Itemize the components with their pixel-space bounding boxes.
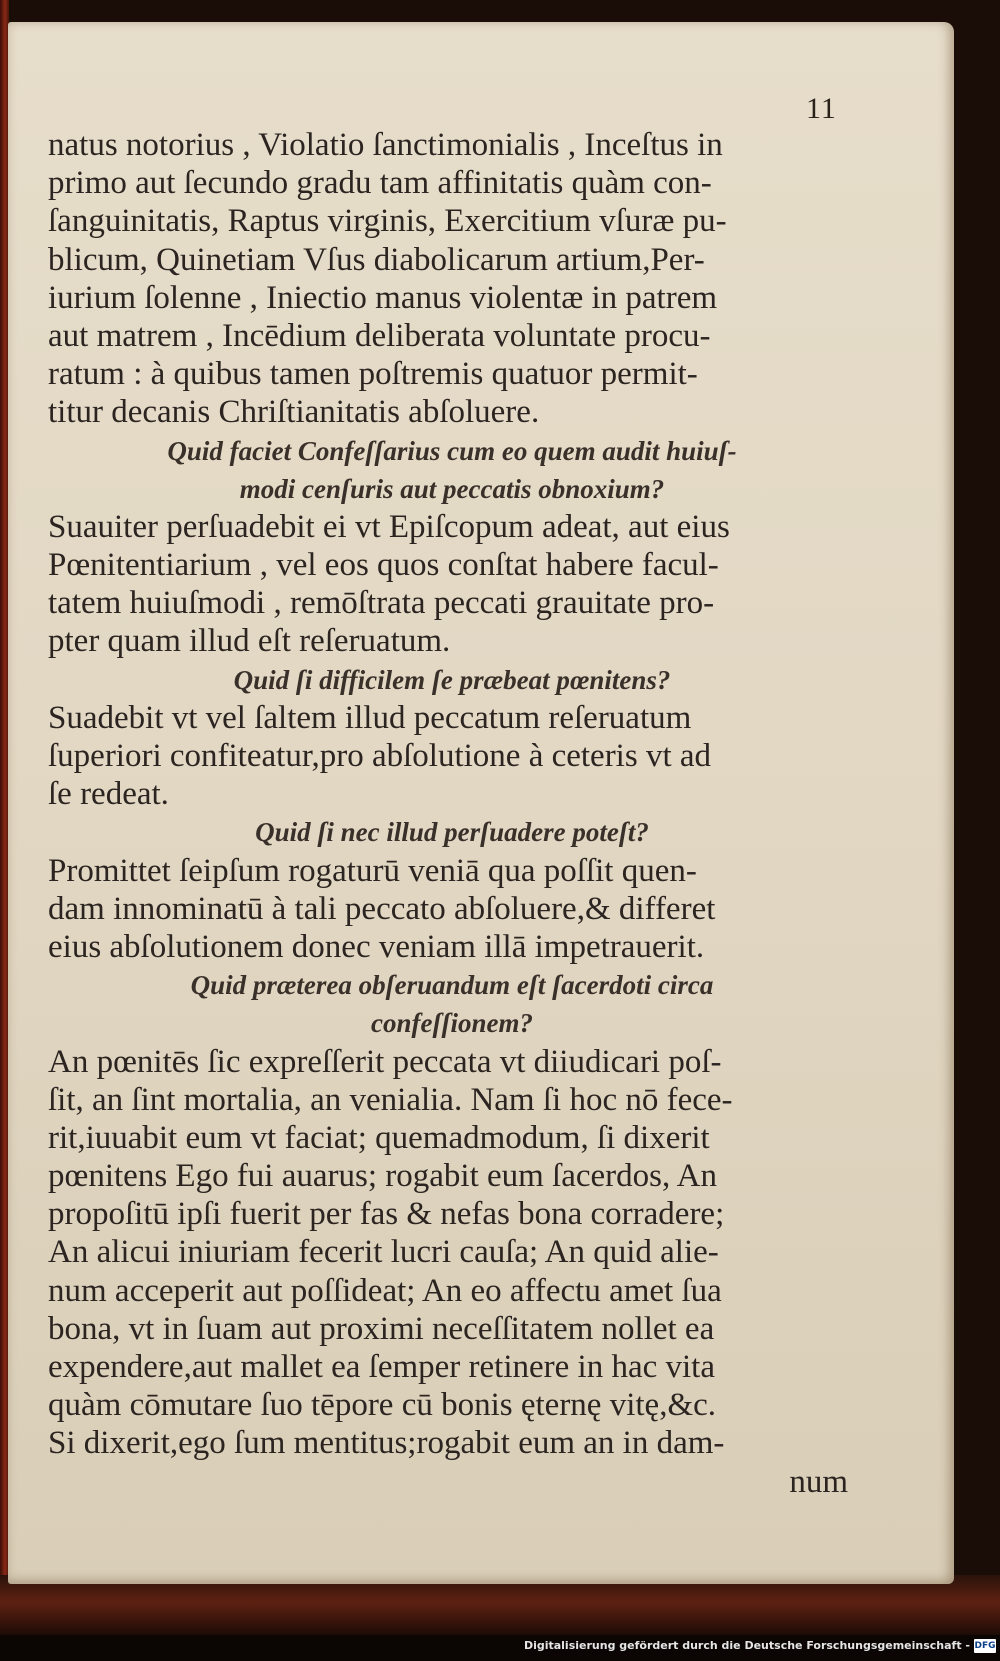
text-line: ratum : à quibus tamen poſtremis quatuor permit-	[48, 356, 698, 393]
question-line: confeſſionem?	[371, 1008, 533, 1039]
digitization-credit: Digitalisierung gefördert durch die Deutsche Forschungsgemeinschaft -	[523, 1639, 970, 1652]
book-cover-edge	[0, 1575, 1000, 1635]
text-line: ſe redeat.	[48, 776, 169, 813]
text-line: expendere,aut mallet ea ſemper retinere in hac vita	[48, 1349, 715, 1385]
text-line: quàm cōmutare ſuo tēpore cū bonis ęternę vitę,&c.	[48, 1387, 717, 1424]
text-line: num	[789, 1463, 848, 1500]
text-line: pœnitens Ego fui auarus; rogabit eum ſacerdos, An	[48, 1158, 718, 1195]
text-line: ſuperiori confiteatur,pro abſolutione à ceteris vt ad	[48, 738, 712, 774]
question-line: Quid ſi difficilem ſe præbeat pœnitens?	[233, 664, 671, 695]
text-line: eius abſolutionem donec veniam illā impetrauerit.	[48, 928, 705, 965]
text-line: Si dixerit,ego ſum mentitus;rogabit eum an in dam-	[48, 1425, 725, 1462]
page-number: 11	[806, 92, 837, 125]
text-line: iurium ſolenne , Iniectio manus violentæ in patrem	[48, 279, 718, 316]
text-line: Suadebit vt vel ſaltem illud peccatum reſeruatum	[48, 699, 692, 736]
text-line: natus notorius , Violatio ſanctimonialis , Inceſtus in	[48, 127, 723, 163]
question-line: Quid faciet Confeſſarius cum eo quem audit huiuſ-	[167, 435, 737, 466]
book-page	[8, 22, 954, 1584]
text-line: aut matrem , Incēdium deliberata voluntate procu-	[48, 317, 711, 354]
question-line: Quid præterea obſeruandum eſt ſacerdoti circa	[190, 970, 714, 1001]
text-line: Promittet ſeipſum rogaturū veniā qua poſſit quen-	[48, 852, 697, 889]
text-line: propoſitū ipſi fuerit per fas & nefas bona corradere;	[48, 1196, 725, 1233]
text-line: Suauiter perſuadebit ei vt Epiſcopum adeat, aut eius	[48, 508, 730, 545]
text-line: num acceperit aut poſſideat; An eo affectu amet ſua	[48, 1272, 722, 1309]
text-line: titur decanis Chriſtianitatis abſoluere.	[48, 394, 540, 431]
text-line: rit,iuuabit eum vt faciat; quemadmodum, ſi dixerit	[48, 1119, 710, 1156]
footer-bar	[0, 1635, 1000, 1661]
text-line: An pœnitēs ſic expreſſerit peccata vt diiudicari poſ-	[48, 1043, 722, 1080]
text-line: pter quam illud eſt reſeruatum.	[48, 623, 451, 660]
text-line: tatem huiuſmodi , remōſtrata peccati grauitate pro-	[48, 585, 715, 622]
question-line: Quid ſi nec illud perſuadere poteſt?	[255, 817, 649, 848]
text-line: primo aut ſecundo gradu tam affinitatis quàm con-	[48, 165, 712, 202]
text-line: ſit, an ſint mortalia, an venialia. Nam ſi hoc nō fece-	[48, 1081, 733, 1118]
question-line: modi cenſuris aut peccatis obnoxium?	[239, 473, 665, 504]
text-line: Pœnitentiarium , vel eos quos conſtat habere facul-	[48, 547, 719, 584]
dfg-logo: DFG	[974, 1641, 996, 1651]
text-line: An alicui iniuriam fecerit lucri cauſa; An quid alie-	[48, 1234, 719, 1271]
text-line: ſanguinitatis, Raptus virginis, Exercitium vſuræ pu-	[48, 203, 727, 240]
text-line: bona, vt in ſuam aut proximi neceſſitatem nollet ea	[48, 1310, 715, 1347]
text-line: dam innominatū à tali peccato abſoluere,& differet	[48, 890, 716, 927]
text-line: blicum, Quinetiam Vſus diabolicarum artium,Per-	[48, 241, 705, 278]
text-block	[48, 126, 856, 1501]
